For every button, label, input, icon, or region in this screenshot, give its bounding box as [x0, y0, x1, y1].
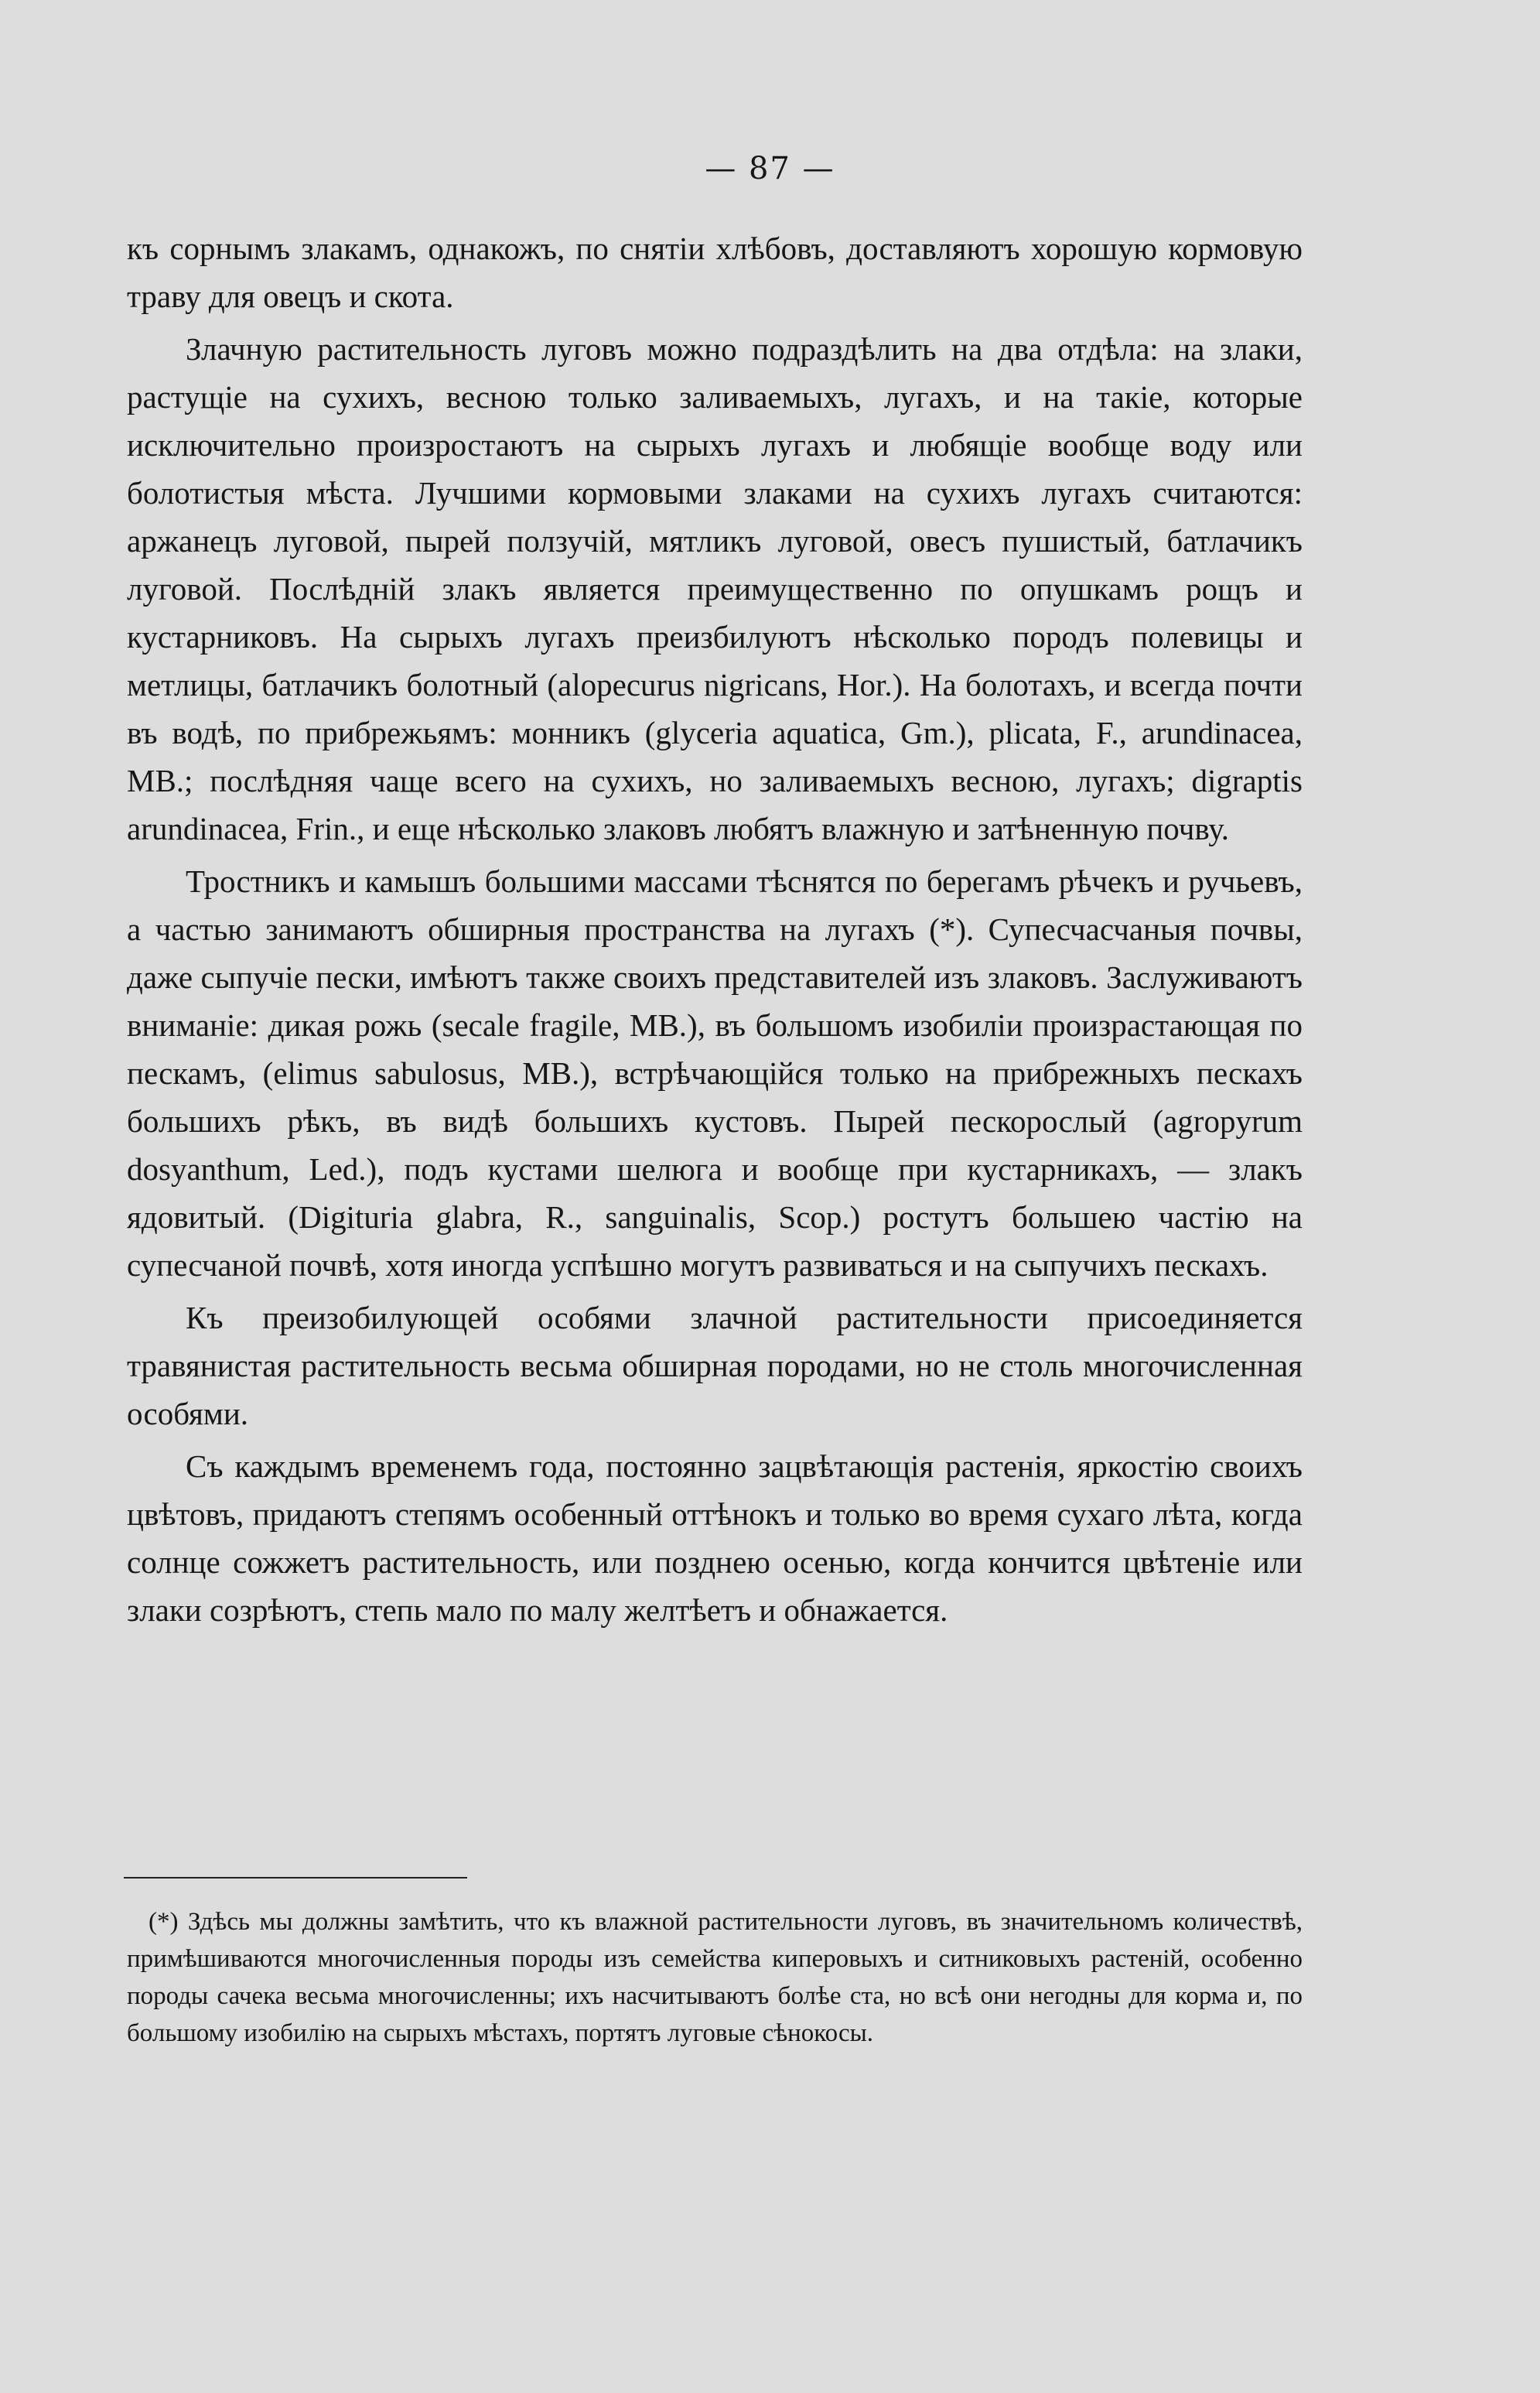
body-text	[127, 224, 1303, 1639]
paragraph: Съ каждымъ временемъ года, постоянно зацвѣтающія растенія, яркостію своихъ цвѣтовъ, придаютъ степямъ особенный оттѣнокъ и только во время сухаго лѣта, когда солнце сожжетъ растительность, или позднею осенью, когда кончится цвѣтеніе или злаки созрѣютъ, степь мало по малу желтѣетъ и обнажается.	[127, 1448, 1303, 1628]
footnote: (*) Здѣсь мы должны замѣтить, что къ влажной растительности луговъ, въ значительномъ количествѣ, примѣшиваются многочисленныя породы изъ семейства киперовыхъ и ситниковыхъ растеній, особенно породы сачека весьма многочисленны; ихъ насчитываютъ болѣе ста, но всѣ они негодны для корма и, по большому изобилію на сырыхъ мѣстахъ, портятъ луговые сѣнокосы.	[127, 1908, 1303, 2047]
footnote-divider	[124, 1877, 467, 1879]
paragraph: Тростникъ и камышъ большими массами тѣснятся по берегамъ рѣчекъ и ручьевъ, а частью занимаютъ обширныя пространства на лугахъ (*). Супесчасчаныя почвы, даже сыпучіе пески, имѣютъ также своихъ представителей изъ злаковъ. Заслуживаютъ вниманіе: дикая рожь (secale fragile, MB.), въ большомъ изобиліи произрастающая по пескамъ, (elimus sabulosus, MB.), встрѣчающійся только на прибрежныхъ пескахъ большихъ рѣкъ, въ видѣ большихъ кустовъ. Пырей пескорослый (agropyrum dosyanthum, Led.), подъ кустами шелюга и вообще при кустарникахъ, — злакъ ядовитый. (Digituria glabra, R., sanguinalis, Scop.) ростутъ большею частію на супесчаной почвѣ, хотя иногда успѣшно могутъ развиваться и на сыпучихъ пескахъ.	[127, 863, 1303, 1283]
page-number: — 87 —	[705, 151, 835, 186]
paragraph: Къ преизобилующей особями злачной растительности присоединяется травянистая растительность весьма обширная породами, но не столь многочисленная особями.	[127, 1300, 1303, 1431]
paragraph: къ сорнымъ злакамъ, однакожъ, по снятіи хлѣбовъ, доставляютъ хорошую кормовую траву для овецъ и скота.	[127, 231, 1303, 314]
paragraph: Злачную растительность луговъ можно подраздѣлить на два отдѣла: на злаки, растущіе на сухихъ, весною только заливаемыхъ, лугахъ, и на такіе, которые исключительно произростаютъ на сырыхъ лугахъ и любящіе вообще воду или болотистыя мѣста. Лучшими кормовыми злаками на сухихъ лугахъ считаются: аржанецъ луговой, пырей ползучій, мятликъ луговой, овесъ пушистый, батлачикъ луговой. Послѣдній злакъ является преимущественно по опушкамъ рощъ и кустарниковъ. На сырыхъ лугахъ преизбилуютъ нѣсколько породъ полевицы и метлицы, батлачикъ болотный (alopecurus nigricans, Hor.). На болотахъ, и всегда почти въ водѣ, по прибрежьямъ: монникъ (glyceria aquatica, Gm.), plicata, F., arundinacea, MB.; послѣдняя чаще всего на сухихъ, но заливаемыхъ весною, лугахъ; digraptis arundinacea, Frin., и еще нѣсколько злаковъ любятъ влажную и затѣненную почву.	[127, 331, 1303, 846]
